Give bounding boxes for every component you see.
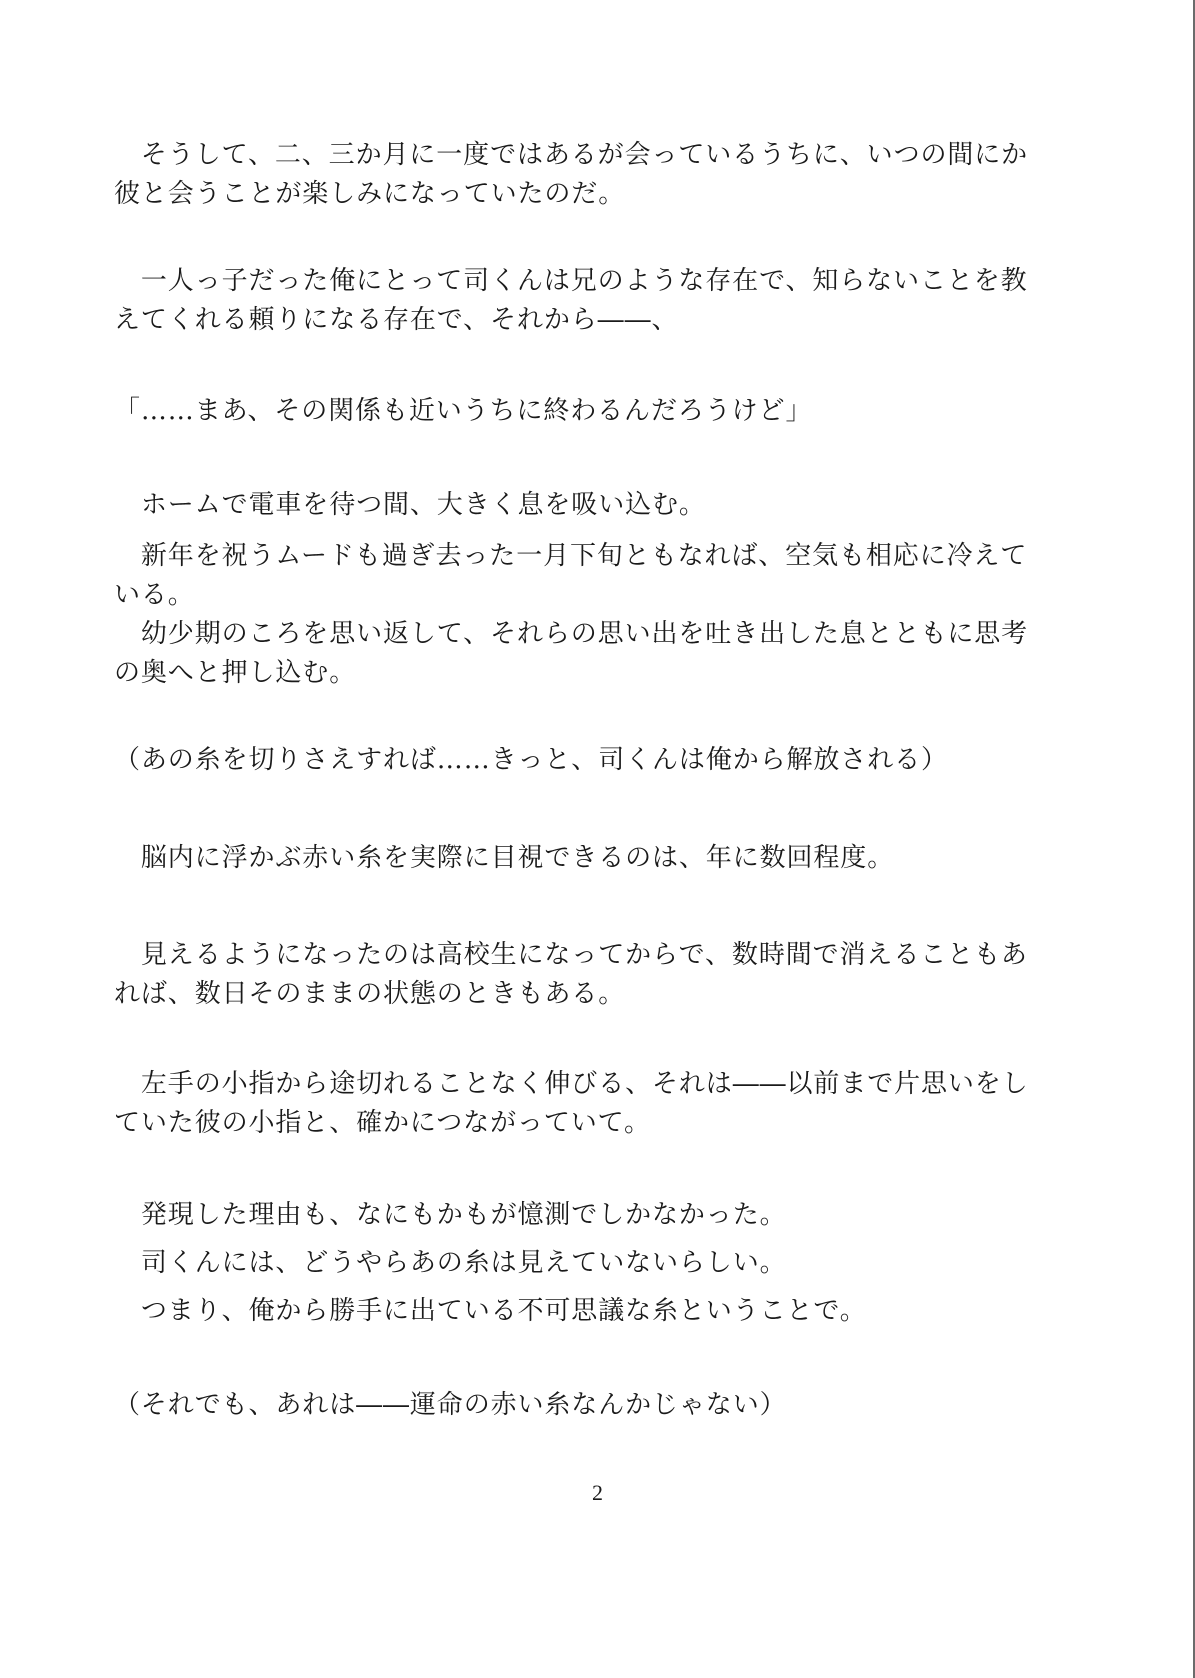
- body-paragraph: 一人っ子だった俺にとって司くんは兄のような存在で、知らないことを教 えてくれる頼りになる存在で、それから――、: [114, 266, 1028, 335]
- inner-thought-line: （あの糸を切りさえすれば……きっと、司くんは俺から解放される）: [114, 745, 948, 775]
- body-paragraph: そうして、二、三か月に一度ではあるが会っているうちに、いつの間にか 彼と会うことが楽しみになっていたのだ。: [114, 140, 1029, 209]
- body-paragraph: 幼少期のころを思い返して、それらの思い出を吐き出した息とともに思考 の奥へと押し込む。: [114, 619, 1029, 688]
- body-paragraph: 見えるようになったのは高校生になってからで、数時間で消えることもあ れば、数日そのままの状態のときもある。: [114, 940, 1028, 1009]
- body-paragraph: 脳内に浮かぶ赤い糸を実際に目視できるのは、年に数回程度。: [114, 843, 895, 873]
- body-paragraph: 発現した理由も、なにもかもが憶測でしかなかった。: [114, 1200, 787, 1230]
- body-paragraph: つまり、俺から勝手に出ている不可思議な糸ということで。: [114, 1296, 867, 1326]
- dialogue-line: 「……まあ、その関係も近いうちに終わるんだろうけど」: [114, 396, 813, 426]
- body-paragraph: 新年を祝うムードも過ぎ去った一月下旬ともなれば、空気も相応に冷えて いる。: [114, 541, 1028, 610]
- body-paragraph: 司くんには、どうやらあの糸は見えていないらしい。: [114, 1248, 787, 1278]
- inner-thought-line: （それでも、あれは――運命の赤い糸なんかじゃない）: [114, 1390, 787, 1420]
- page-number: 2: [592, 1480, 603, 1505]
- body-paragraph: ホームで電車を待つ間、大きく息を吸い込む。: [114, 490, 706, 520]
- body-paragraph: 左手の小指から途切れることなく伸びる、それは――以前まで片思いをし ていた彼の小指と、確かにつながっていて。: [114, 1069, 1029, 1138]
